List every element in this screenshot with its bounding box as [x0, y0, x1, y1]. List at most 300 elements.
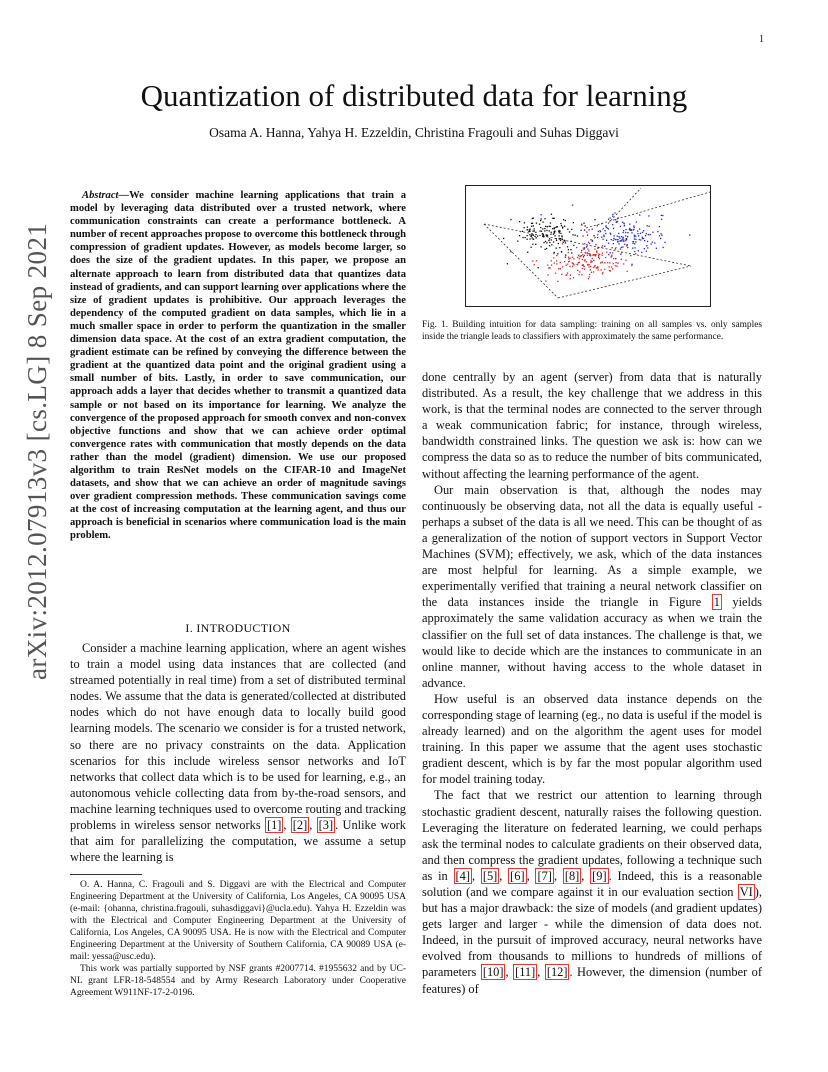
data-point [623, 230, 624, 231]
data-point [584, 229, 585, 230]
section-title-rest: NTRODUCTION [200, 621, 291, 635]
data-point [634, 227, 635, 228]
data-point [612, 216, 613, 217]
citation-link-8[interactable]: [8] [564, 868, 580, 883]
data-point [543, 236, 544, 237]
data-point [594, 248, 595, 249]
data-point [613, 263, 614, 264]
data-point [551, 265, 552, 266]
paragraph: done centrally by an agent (server) from data that is naturally distributed. As a result, the key challenge that we address in this work, is that the terminal nodes are connected to the server through a weak communication fabric; for instance, through wireless, bandwidth constrained links. The question we ask is: how can we compress the data so as to reduce the number of bits communicated, without affecting the learning performance of the agent. [422, 370, 762, 481]
data-point [590, 266, 591, 267]
data-point [612, 224, 613, 225]
data-point [558, 243, 559, 244]
data-point [584, 255, 585, 256]
data-point [608, 219, 609, 220]
data-point [565, 241, 566, 242]
figure-caption: Fig. 1. Building intuition for data sampling: training on all samples vs. only samples inside the triangle leads to classifiers with approximately the same performance. [422, 320, 762, 342]
data-point [589, 264, 590, 265]
data-point [561, 251, 562, 252]
section-link-6[interactable]: VI [739, 885, 753, 899]
data-point [539, 230, 540, 231]
data-point [562, 238, 563, 239]
data-point [531, 247, 532, 248]
data-point [554, 227, 555, 228]
data-point [661, 215, 662, 216]
data-point [540, 220, 541, 221]
citation-link-2[interactable]: [2] [292, 818, 308, 833]
data-point [568, 258, 569, 259]
data-point [611, 255, 612, 256]
data-point [565, 242, 566, 243]
paragraph-text: ), but has a major drawback: the size of models (and gradient updates) gets larger and larger - while the dimension of data does not. Indeed, in the pursuit of improved accuracy, neural networks have evolved from thousands to millions to hundreds of millions of parameters [422, 885, 762, 980]
data-point [610, 234, 611, 235]
data-point [621, 236, 622, 237]
data-point [631, 265, 632, 266]
data-point [642, 238, 643, 239]
data-point [644, 248, 645, 249]
data-point [554, 263, 555, 264]
data-point [531, 234, 532, 235]
data-point [546, 248, 547, 249]
data-point [610, 217, 611, 218]
data-point [606, 252, 607, 253]
data-point [545, 280, 546, 281]
data-point [577, 257, 578, 258]
data-point [615, 248, 616, 249]
data-point [633, 229, 634, 230]
arxiv-identifier: arXiv:2012.07913v3 [cs.LG] 8 Sep 2021 [22, 222, 52, 680]
data-point [584, 260, 585, 261]
data-point [584, 243, 585, 244]
data-point [623, 239, 624, 240]
data-point [597, 225, 598, 226]
data-point [584, 269, 585, 270]
data-point [569, 231, 570, 232]
data-point [564, 261, 565, 262]
data-point [601, 223, 602, 224]
data-point [657, 231, 658, 232]
data-point [606, 227, 607, 228]
introduction-body [70, 640, 406, 865]
data-point [623, 241, 624, 242]
data-point [635, 241, 636, 242]
data-point [618, 233, 619, 234]
data-point [621, 259, 622, 260]
data-point [577, 235, 578, 236]
paragraph-text: The fact that we restrict our attention to learning through stochastic gradient descent, naturally raises the following question. Leveraging the literature on federated learning, we could perhaps ask the terminal nodes to calculate gradients on their observed data, and then compress the gradient updates, following a technique such as in [422, 788, 762, 883]
data-point [599, 230, 600, 231]
paper-title: Quantization of distributed data for learning [140, 78, 688, 113]
data-point [596, 267, 597, 268]
data-point [587, 252, 588, 253]
data-point [537, 235, 538, 236]
data-point [615, 258, 616, 259]
data-point [612, 214, 613, 215]
data-point [650, 243, 651, 244]
data-point [545, 241, 546, 242]
data-point [614, 212, 615, 213]
data-point [632, 243, 633, 244]
citation-sep: , [553, 868, 563, 883]
data-point [584, 247, 585, 248]
data-point [606, 240, 607, 241]
data-point [598, 269, 599, 270]
data-point [625, 260, 626, 261]
data-point [541, 214, 542, 215]
data-point [546, 230, 547, 231]
data-point [635, 235, 636, 236]
data-point [620, 254, 621, 255]
data-point [581, 224, 582, 225]
data-point [635, 253, 636, 254]
data-point [575, 235, 576, 236]
data-point [541, 218, 542, 219]
data-point [562, 266, 563, 267]
data-point [592, 258, 593, 259]
data-point [603, 235, 604, 236]
data-point [642, 237, 643, 238]
data-point [542, 221, 543, 222]
data-point [662, 215, 663, 216]
data-point [623, 223, 624, 224]
data-point [533, 235, 534, 236]
data-point [620, 226, 621, 227]
data-point [563, 242, 564, 243]
data-point [545, 226, 546, 227]
data-point [629, 224, 630, 225]
data-point [527, 239, 528, 240]
citation-sep: , [283, 818, 291, 833]
data-point [640, 233, 641, 234]
data-point [541, 231, 542, 232]
abstract-dash: — [118, 190, 130, 201]
data-point [547, 226, 548, 227]
data-point [602, 273, 603, 274]
data-point [550, 222, 551, 223]
data-point [565, 257, 566, 258]
data-point [638, 250, 639, 251]
data-point [568, 252, 569, 253]
citation-link-11[interactable]: [11] [515, 965, 536, 980]
abstract [70, 189, 406, 543]
data-point [524, 227, 525, 228]
data-point [525, 237, 526, 238]
section-number: I. [185, 621, 194, 635]
citation-link-3[interactable]: [3] [318, 818, 334, 833]
data-point [648, 215, 649, 216]
citation-sep: , [526, 868, 536, 883]
data-point [535, 244, 536, 245]
data-point [551, 239, 552, 240]
data-point [560, 238, 561, 239]
data-point [616, 266, 617, 267]
data-point [529, 238, 530, 239]
data-point [647, 247, 648, 248]
data-point [625, 239, 626, 240]
data-point [617, 263, 618, 264]
data-point [569, 261, 570, 262]
data-point [587, 235, 588, 236]
citation-link-12[interactable]: [12] [546, 965, 568, 980]
data-point [559, 232, 560, 233]
abstract-text: We consider machine learning applications that train a model by leveraging data distributed over a trusted network, where communication constraints can create a performance bottleneck. A number of recent approaches propose to overcome this bottleneck through compression of gradient updates. However, as models become larger, so does the size of the gradient updates. In this paper, we propose an alternate approach to learn from distributed data that quantizes data instead of gradients, and can support learning over applications where the size of gradient updates is prohibitive. Our approach leverages the dependency of the computed gradient on data samples, which lie in a much smaller space in order to perform the quantization in the smaller dimension data space. At the cost of an extra gradient computation, the gradient estimate can be refined by conveying the difference between the gradient at the quantized data point and the original gradient using a small number of bits. Lastly, in order to save communication, our approach adds a layer that decides whether to transmit a quantized data sample or not based on its importance for learning. We analyze the convergence of the proposed approach for smooth convex and non-convex objective functions and show that we can achieve order optimal convergence rates with communication that mostly depends on the data rather than the model (gradient) dimension. We use our proposed algorithm to train ResNet models on the CIFAR-10 and ImageNet datasets, and show that we can achieve an order of magnitude savings over gradient compression methods. These communication savings come at the cost of increasing computation at the learning agent, and thus our approach is beneficial in scenarios where communication load is the main problem. [70, 190, 406, 542]
data-point [567, 272, 568, 273]
data-point [613, 228, 614, 229]
data-point [586, 246, 587, 247]
data-point [544, 218, 545, 219]
data-point [567, 229, 568, 230]
data-point [544, 230, 545, 231]
data-point [547, 265, 548, 266]
data-point [661, 219, 662, 220]
data-point [519, 235, 520, 236]
data-point [562, 243, 563, 244]
data-point [595, 244, 596, 245]
data-point [532, 231, 533, 232]
data-point [565, 255, 566, 256]
data-point [553, 241, 554, 242]
data-point [561, 225, 562, 226]
citation-link-7[interactable]: [7] [537, 868, 552, 883]
citation-link-4[interactable]: [4] [455, 868, 470, 883]
paragraph-text: . Indeed, this is a reasonable solution (and we compare against it in our evaluation section [422, 868, 762, 899]
data-point [630, 229, 631, 230]
data-point [572, 257, 573, 258]
data-point [527, 235, 528, 236]
data-point [608, 243, 609, 244]
data-point [522, 231, 523, 232]
data-point [638, 235, 639, 236]
citation-sep: , [505, 965, 514, 980]
data-point [542, 228, 543, 229]
data-point [556, 260, 557, 261]
data-point [550, 234, 551, 235]
data-point [579, 258, 580, 259]
data-point [503, 238, 504, 239]
data-point [599, 258, 600, 259]
data-point [622, 246, 623, 247]
data-point [568, 249, 569, 250]
data-point [566, 274, 567, 275]
data-point [583, 248, 584, 249]
data-point [600, 262, 601, 263]
data-point [579, 256, 580, 257]
data-point [631, 232, 632, 233]
data-point [647, 225, 648, 226]
data-point [615, 262, 616, 263]
data-point [660, 233, 661, 234]
data-point [590, 269, 591, 270]
data-point [589, 276, 590, 277]
data-point [573, 222, 574, 223]
data-point [664, 242, 665, 243]
data-point [581, 230, 582, 231]
data-point [528, 231, 529, 232]
data-point [623, 263, 624, 264]
citation-sep: , [309, 818, 317, 833]
decision-boundary [586, 192, 710, 228]
data-point [549, 226, 550, 227]
citation-sep: , [537, 965, 545, 980]
data-point [652, 242, 653, 243]
data-point [615, 247, 616, 248]
data-point [536, 237, 537, 238]
data-point [659, 235, 660, 236]
citation-link-1[interactable]: [1] [266, 818, 282, 833]
data-point [648, 234, 649, 235]
data-point [589, 255, 590, 256]
data-point [557, 226, 558, 227]
data-point [560, 268, 561, 269]
section-title-initial: I [196, 621, 201, 635]
data-point [660, 238, 661, 239]
data-point [612, 268, 613, 269]
data-point [634, 247, 635, 248]
data-point [581, 250, 582, 251]
citation-link-10[interactable]: [10] [482, 965, 504, 980]
data-point [646, 233, 647, 234]
data-point [602, 245, 603, 246]
data-point [594, 254, 595, 255]
data-point [579, 271, 580, 272]
data-point [641, 252, 642, 253]
data-point [615, 219, 616, 220]
data-point [532, 244, 533, 245]
data-point [612, 252, 613, 253]
data-point [570, 258, 571, 259]
data-point [543, 234, 544, 235]
data-point [592, 241, 593, 242]
paragraph-text: yields approximately the same validation accuracy as when we train the classifier on the full set of data instances. The challenge is that, we would like to decide which are the instances to communicate in an online manner, without having access to the whole dataset in advance. [422, 595, 762, 690]
data-point [601, 247, 602, 248]
data-point [587, 248, 588, 249]
data-point [618, 243, 619, 244]
data-point [625, 240, 626, 241]
data-point [543, 242, 544, 243]
data-point [569, 266, 570, 267]
figure-link-1[interactable]: 1 [713, 595, 720, 610]
data-points [503, 205, 690, 283]
citation-link-6[interactable]: [6] [510, 868, 525, 883]
data-point [621, 252, 622, 253]
data-point [585, 225, 586, 226]
data-point [637, 233, 638, 234]
data-point [587, 255, 588, 256]
data-point [612, 247, 613, 248]
intro-text: . Unlike work that aim for parallelizing the computation, we assume a setup where the learning is [70, 818, 406, 865]
data-point [639, 214, 640, 215]
data-point [579, 274, 580, 275]
data-point [689, 234, 690, 235]
data-point [610, 270, 611, 271]
data-point [547, 235, 548, 236]
data-point [579, 262, 580, 263]
data-point [586, 231, 587, 232]
data-point [602, 239, 603, 240]
data-point [588, 266, 589, 267]
data-point [588, 242, 589, 243]
data-point [602, 261, 603, 262]
data-point [545, 249, 546, 250]
data-point [632, 248, 633, 249]
data-point [540, 227, 541, 228]
data-point [576, 247, 577, 248]
data-point [605, 257, 606, 258]
data-point [533, 225, 534, 226]
data-point [645, 235, 646, 236]
data-point [634, 251, 635, 252]
data-point [538, 267, 539, 268]
data-point [529, 234, 530, 235]
data-point [534, 236, 535, 237]
data-point [577, 270, 578, 271]
data-point [544, 228, 545, 229]
decision-boundary [578, 188, 641, 256]
data-point [625, 229, 626, 230]
data-point [584, 259, 585, 260]
scatter-figure [466, 186, 710, 306]
data-point [590, 239, 591, 240]
data-point [643, 230, 644, 231]
data-point [577, 264, 578, 265]
data-point [604, 230, 605, 231]
data-point [558, 235, 559, 236]
citation-sep: , [499, 868, 509, 883]
data-point [627, 271, 628, 272]
data-point [519, 221, 520, 222]
data-point [556, 255, 557, 256]
data-point [561, 274, 562, 275]
data-point [593, 260, 594, 261]
data-point [611, 266, 612, 267]
data-point [588, 278, 589, 279]
data-point [541, 246, 542, 247]
footnotes [70, 879, 406, 999]
data-point [592, 255, 593, 256]
data-point [636, 221, 637, 222]
data-point [637, 230, 638, 231]
data-point [617, 241, 618, 242]
data-point [557, 253, 558, 254]
data-point [639, 239, 640, 240]
data-point [539, 224, 540, 225]
data-point [593, 235, 594, 236]
data-point [535, 232, 536, 233]
data-point [624, 225, 625, 226]
data-point [558, 231, 559, 232]
data-point [639, 229, 640, 230]
data-point [610, 256, 611, 257]
data-point [656, 248, 657, 249]
citation-link-9[interactable]: [9] [592, 868, 607, 883]
data-point [588, 253, 589, 254]
citation-link-5[interactable]: [5] [482, 868, 498, 883]
data-point [536, 223, 537, 224]
data-point [649, 226, 650, 227]
data-point [562, 226, 563, 227]
data-point [607, 262, 608, 263]
data-point [549, 267, 550, 268]
data-point [654, 242, 655, 243]
data-point [609, 262, 610, 263]
data-point [510, 251, 511, 252]
data-point [531, 223, 532, 224]
data-point [549, 242, 550, 243]
data-point [556, 240, 557, 241]
data-point [570, 249, 571, 250]
data-point [588, 250, 589, 251]
data-point [596, 252, 597, 253]
